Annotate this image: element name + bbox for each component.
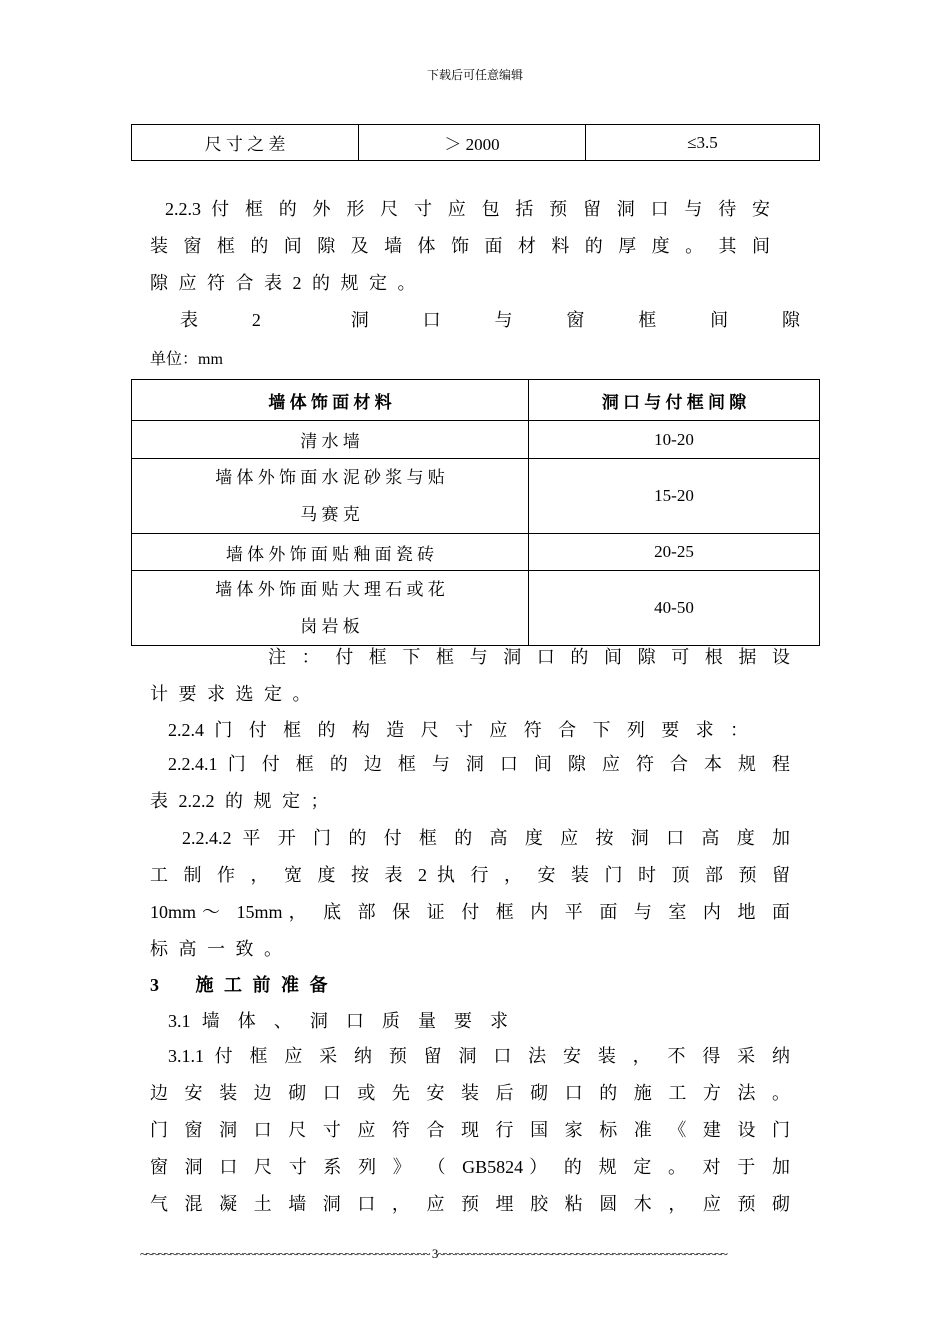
clause-3-1-1 — [150, 1038, 790, 1223]
text-line: 标 高 一 致 。 — [150, 939, 282, 959]
table-row — [132, 534, 820, 571]
table-header-row — [132, 380, 820, 421]
text-line: 3.1.1 付 框 应 采 纳 预 留 洞 口 法 安 装 ， 不 得 采 纳 — [168, 1046, 790, 1066]
cell-line: 岗 岩 板 — [300, 617, 360, 636]
column-header: 洞 口 与 付 框 间 隙 — [529, 380, 820, 421]
text-line: 2.2.3 付 框 的 外 形 尺 寸 应 包 括 预 留 洞 口 与 待 安 — [165, 199, 770, 219]
table-cell — [132, 459, 529, 534]
text-line: 2.2.4.2 平 开 门 的 付 框 的 高 度 应 按 洞 口 高 度 加 — [182, 828, 790, 848]
table-cell: ≤3.5 — [586, 125, 820, 161]
clause-2-2-4: 2.2.4 门 付 框 的 构 造 尺 寸 应 符 合 下 列 要 求 ： — [168, 720, 748, 740]
section-heading — [150, 967, 328, 1004]
table-cell: 清 水 墙 — [132, 421, 529, 459]
table-cell: 20-25 — [529, 534, 820, 571]
text-line: 边 安 装 边 砌 口 或 先 安 装 后 砌 口 的 施 工 方 法 。 — [150, 1083, 790, 1103]
cell-line: 墙 体 外 饰 面 贴 大 理 石 或 花 — [215, 580, 445, 599]
table-cell: ＞ 2000 — [359, 125, 586, 161]
table-caption: 表 2 洞 口 与 窗 框 间 隙 — [180, 310, 800, 330]
table-row — [132, 125, 820, 161]
table-cell: 15-20 — [529, 459, 820, 534]
unit-label: 单位：mm — [150, 351, 223, 368]
clause-2-2-3 — [150, 191, 790, 302]
table-cell — [132, 571, 529, 646]
cell-line: 马 赛 克 — [300, 505, 360, 524]
table-cell: 墙 体 外 饰 面 贴 釉 面 瓷 砖 — [132, 534, 529, 571]
size-difference-table — [131, 124, 820, 161]
table-row — [132, 421, 820, 459]
section-title: 施 工 前 准 备 — [195, 975, 328, 995]
table-note — [150, 639, 790, 713]
clause-2-2-4-2 — [150, 820, 790, 968]
table-cell: 尺 寸 之 差 — [132, 125, 359, 161]
table-cell: 40-50 — [529, 571, 820, 646]
section-number: 3 — [150, 975, 159, 995]
text-line: 窗 洞 口 尺 寸 系 列 》 （ GB5824） 的 规 定 。 对 于 加 — [150, 1157, 790, 1177]
text-line: 隙 应 符 合 表 2 的 规 定 。 — [150, 273, 416, 293]
text-line: 装 窗 框 的 间 隙 及 墙 体 饰 面 材 料 的 厚 度 。 其 间 — [150, 236, 770, 256]
cell-line: 墙 体 外 饰 面 水 泥 砂 浆 与 贴 — [215, 468, 445, 487]
text-line: 表 2.2.2 的 规 定 ； — [150, 791, 329, 811]
text-line: 门 窗 洞 口 尺 寸 应 符 合 现 行 国 家 标 准 《 建 设 门 — [150, 1120, 790, 1140]
page-header: 下载后可任意编辑 — [426, 68, 523, 82]
text-line: 2.2.4.1 门 付 框 的 边 框 与 洞 口 间 隙 应 符 合 本 规 程 — [168, 754, 790, 774]
page-footer: ~~~~~~~~~~~~~~~~~~~~~~~~~~~~~~~~~~~~~~~~~~~~~~~~ 3~~~~~~~~~~~~~~~~~~~~~~~~~~~~~~~~~~~~~~~~~~~~~~~~ — [140, 1246, 727, 1261]
gap-table — [131, 379, 820, 646]
table-cell: 10-20 — [529, 421, 820, 459]
text-line: 工 制 作 ， 宽 度 按 表 2 执 行 ， 安 装 门 时 顶 部 预 留 — [150, 865, 790, 885]
table-row — [132, 571, 820, 646]
clause-2-2-4-1 — [150, 746, 790, 820]
text-line: 气 混 凝 土 墙 洞 口 ， 应 预 埋 胶 粘 圆 木 ， 应 预 砌 — [150, 1194, 790, 1214]
table-row — [132, 459, 820, 534]
clause-3-1: 3.1 墙 体 、 洞 口 质 量 要 求 — [168, 1011, 508, 1031]
column-header: 墙 体 饰 面 材 料 — [132, 380, 529, 421]
text-line: 注 ： 付 框 下 框 与 洞 口 的 间 隙 可 根 据 设 — [268, 647, 790, 667]
text-line: 10mm～ 15mm， 底 部 保 证 付 框 内 平 面 与 室 内 地 面 — [150, 902, 790, 922]
text-line: 计 要 求 选 定 。 — [150, 684, 311, 704]
